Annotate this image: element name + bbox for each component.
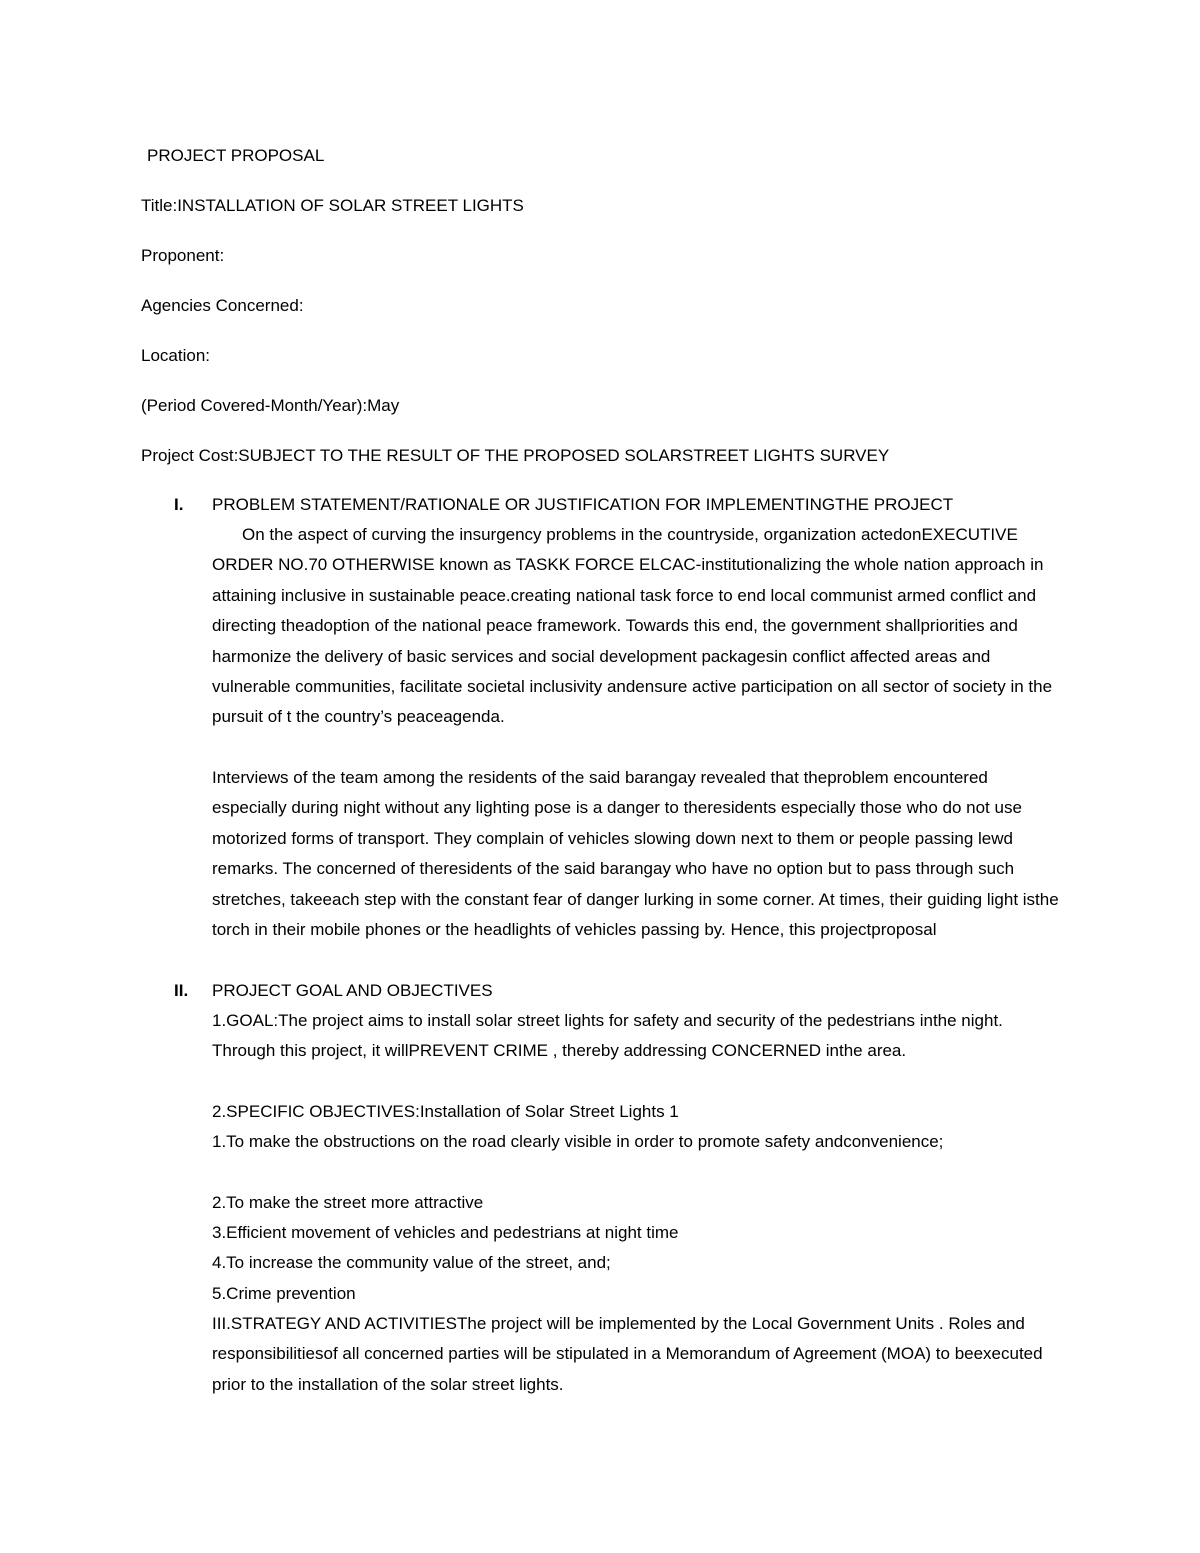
goal-paragraph: 1.GOAL:The project aims to install solar street lights for safety and security of the pedestrians inthe night. Through this project, it willPREVENT CRIME , thereby addressing CONCERNED inthe area. — [212, 1011, 1003, 1061]
section-heading — [0, 490, 1200, 520]
section-heading — [0, 976, 1200, 1006]
strategy-paragraph: III.STRATEGY AND ACTIVITIESThe project will be implemented by the Local Government Units . Roles and responsibilitiesof all concerned parties will be stipulated in a Memorandum of Agreement (MOA) to beexecuted prior to the installation of the solar street lights. — [212, 1314, 1043, 1394]
objective-item: 4.To increase the community value of the street, and; — [212, 1253, 611, 1272]
project-title-field: Title:INSTALLATION OF SOLAR STREET LIGHTS — [141, 196, 524, 215]
section-numeral: I. — [174, 495, 184, 514]
objective-item: 2.To make the street more attractive — [212, 1193, 484, 1212]
section-title: PROBLEM STATEMENT/RATIONALE OR JUSTIFICATION FOR IMPLEMENTINGTHE PROJECT — [212, 495, 954, 514]
objective-item: 5.Crime prevention — [212, 1284, 356, 1303]
agencies-field: Agencies Concerned: — [141, 296, 304, 315]
section-title: PROJECT GOAL AND OBJECTIVES — [212, 981, 493, 1000]
specific-objectives-heading: 2.SPECIFIC OBJECTIVES:Installation of Solar Street Lights 1 — [212, 1102, 679, 1121]
rationale-paragraph: On the aspect of curving the insurgency problems in the countryside, organization actedonEXECUTIVE ORDER NO.70 OTHERWISE known as TASKK FORCE ELCAC-institutionalizing the whole nation approach in attaining inclusive in sustainable peace.creating national task force to end local communist armed conflict and directing theadoption of the national peace framework. Towards this end, the government shallpriorities and harmonize the delivery of basic services and social development packagesin conflict affected areas and vulnerable communities, facilitate societal inclusivity andensure active participation on all sector of society in the pursuit of t the country’s peaceagenda. — [212, 525, 1053, 727]
objective-item: 1.To make the obstructions on the road clearly visible in order to promote safety andconvenience; — [212, 1132, 944, 1151]
period-field: (Period Covered-Month/Year):May — [141, 396, 400, 415]
document-title: PROJECT PROPOSAL — [147, 146, 325, 165]
interviews-paragraph: Interviews of the team among the residents of the said barangay revealed that theproblem encountered especially during night without any lighting pose is a danger to theresidents especially those who do not use motorized forms of transport. They complain of vehicles slowing down next to them or people passing lewd remarks. The concerned of theresidents of the said barangay who have no option but to pass through such stretches, takeeach step with the constant fear of danger lurking in some corner. At times, their guiding light isthe torch in their mobile phones or the headlights of vehicles passing by. Hence, this projectproposal — [212, 768, 1059, 940]
location-field: Location: — [141, 346, 210, 365]
proponent-field: Proponent: — [141, 246, 225, 265]
section-numeral: II. — [174, 981, 189, 1000]
objective-item: 3.Efficient movement of vehicles and pedestrians at night time — [212, 1223, 679, 1242]
project-cost-field: Project Cost:SUBJECT TO THE RESULT OF THE PROPOSED SOLARSTREET LIGHTS SURVEY — [141, 446, 890, 465]
